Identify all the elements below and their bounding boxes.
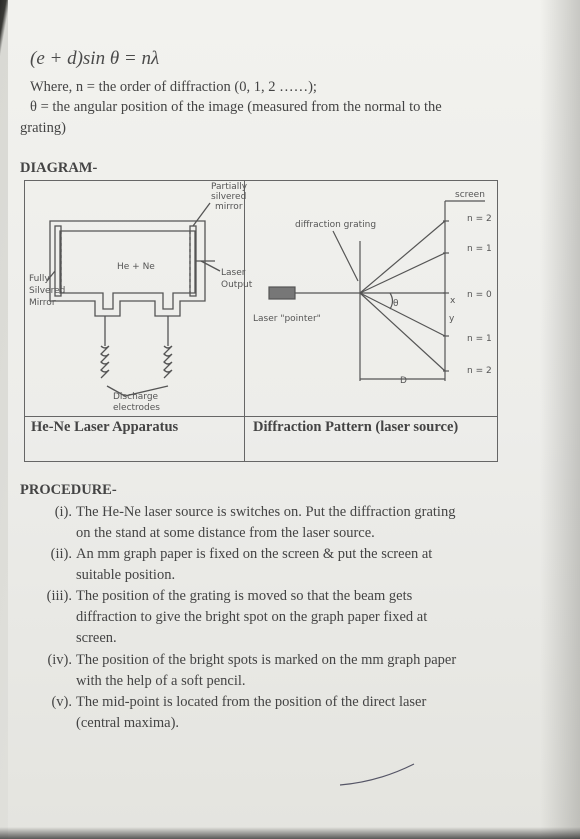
label-x: x <box>450 296 456 306</box>
diagram-table <box>24 180 498 462</box>
theta-line-1: θ = the angular position of the image (measured from the normal to the <box>30 99 442 115</box>
step-line: The position of the bright spots is marked on the mm graph paper <box>76 652 457 668</box>
step-line: on the stand at some distance from the laser source. <box>76 525 375 541</box>
where-line: Where, n = the order of diffraction (0, 1, 2 ……); <box>30 79 317 95</box>
step-line: The He-Ne laser source is switches on. Put the diffraction grating <box>76 504 456 520</box>
label-order-n2-top: n = 2 <box>467 214 492 224</box>
label-theta: θ <box>393 299 399 309</box>
step-number: (v). <box>51 694 72 710</box>
label-order-n2-bottom: n = 2 <box>467 366 492 376</box>
label-order-n1-top: n = 1 <box>467 244 492 254</box>
step-line: diffraction to give the bright spot on the graph paper fixed at <box>76 609 428 625</box>
label-electrodes: electrodes <box>113 403 160 413</box>
step-line: screen. <box>76 630 117 646</box>
diffraction-pattern-diagram <box>245 181 497 416</box>
step-line: suitable position. <box>76 567 176 583</box>
table-horizontal-divider <box>25 416 497 417</box>
label-output: Output <box>221 280 253 290</box>
document-page <box>8 0 580 839</box>
label-diffraction-grating: diffraction grating <box>295 220 377 230</box>
step-line: (central maxima). <box>76 715 180 731</box>
step-number: (iii). <box>46 588 72 604</box>
diagram-heading: DIAGRAM- <box>20 160 98 176</box>
grating-formula: (e + d)sin θ = nλ <box>30 48 160 69</box>
label-he-ne: He + Ne <box>117 262 155 272</box>
step-line: The position of the grating is moved so that the beam gets <box>76 588 413 604</box>
procedure-heading: PROCEDURE- <box>20 482 117 498</box>
label-silvered-2: Silvered <box>29 286 66 296</box>
label-mirror-2: Mirror <box>29 298 56 308</box>
step-line: An mm graph paper is fixed on the screen & put the screen at <box>76 546 433 562</box>
caption-diffraction-pattern: Diffraction Pattern (laser source) <box>253 419 459 435</box>
pen-mark <box>338 760 418 790</box>
page-shadow <box>540 0 580 839</box>
label-D: D <box>400 376 407 386</box>
he-ne-laser-diagram <box>25 181 253 416</box>
label-silvered: silvered <box>211 192 247 202</box>
caption-laser-apparatus: He-Ne Laser Apparatus <box>31 419 179 435</box>
label-y: y <box>449 314 455 324</box>
step-number: (ii). <box>50 546 72 562</box>
page-edge-shadow <box>0 827 580 839</box>
label-laser: Laser <box>221 268 246 278</box>
label-discharge: Discharge <box>113 392 159 402</box>
theta-line-2: grating) <box>20 120 66 136</box>
step-line: The mid-point is located from the position of the direct laser <box>76 694 427 710</box>
step-number: (i). <box>54 504 72 520</box>
label-order-n0: n = 0 <box>467 290 492 300</box>
label-partially: Partially <box>211 182 248 192</box>
label-laser-pointer: Laser "pointer" <box>253 314 321 324</box>
step-line: with the help of a soft pencil. <box>76 673 246 689</box>
label-order-n1-bottom: n = 1 <box>467 334 492 344</box>
step-number: (iv). <box>47 652 72 668</box>
label-fully: Fully <box>29 274 50 284</box>
label-screen: screen <box>455 190 485 200</box>
label-mirror: mirror <box>215 202 243 212</box>
